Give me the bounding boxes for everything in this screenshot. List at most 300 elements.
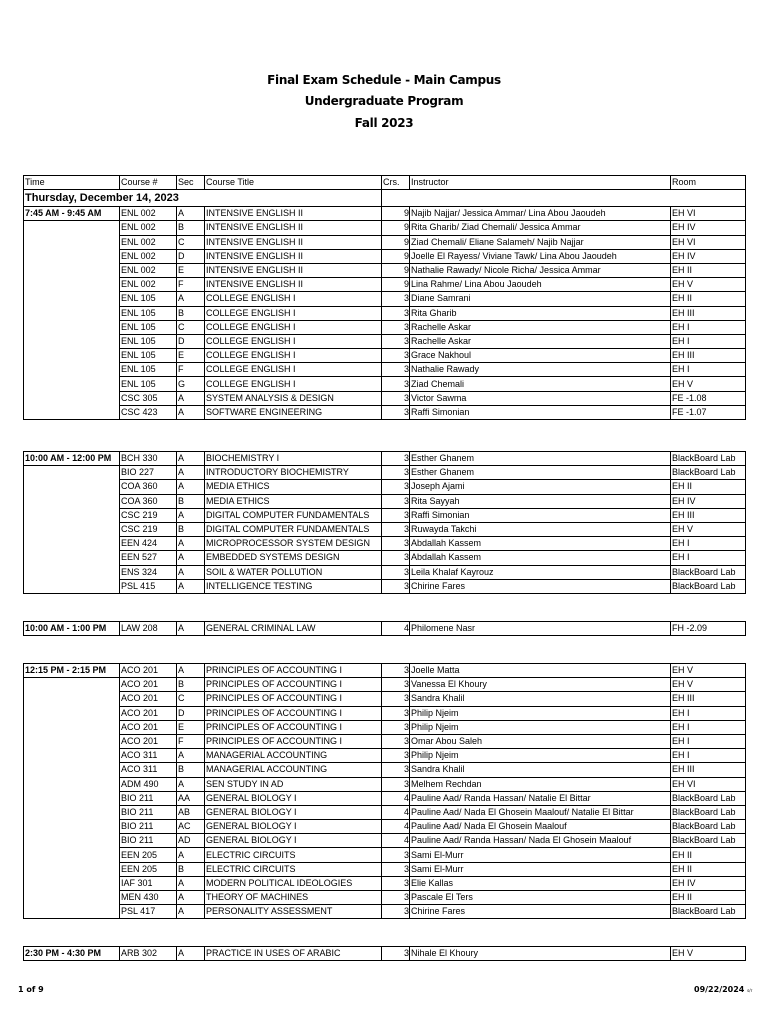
time-slot-continued	[24, 278, 120, 292]
table-row	[24, 848, 746, 862]
room: EH II	[671, 891, 746, 905]
credits: 3	[382, 292, 410, 306]
section: C	[177, 692, 205, 706]
section: E	[177, 349, 205, 363]
course-title: MODERN POLITICAL IDEOLOGIES	[205, 876, 382, 890]
time-slot-continued	[24, 834, 120, 848]
schedule-table	[23, 663, 746, 919]
instructor: Chirine Fares	[410, 905, 671, 919]
instructor: Rita Sayyah	[410, 494, 671, 508]
table-row	[24, 947, 746, 961]
time-slot-continued	[24, 349, 120, 363]
table-row	[24, 221, 746, 235]
course-title: BIOCHEMISTRY I	[205, 452, 382, 466]
section: A	[177, 622, 205, 636]
instructor: Sandra Khalil	[410, 692, 671, 706]
room: EH VI	[671, 235, 746, 249]
credits: 3	[382, 480, 410, 494]
course-number: MEN 430	[120, 891, 177, 905]
section: B	[177, 522, 205, 536]
room: FH -2.09	[671, 622, 746, 636]
section: A	[177, 405, 205, 419]
course-title: GENERAL CRIMINAL LAW	[205, 622, 382, 636]
course-title: COLLEGE ENGLISH I	[205, 320, 382, 334]
credits: 3	[382, 306, 410, 320]
room: EH I	[671, 749, 746, 763]
credits: 3	[382, 565, 410, 579]
room: BlackBoard Lab	[671, 834, 746, 848]
course-number: COA 360	[120, 480, 177, 494]
credits: 3	[382, 862, 410, 876]
instructor: Pauline Aad/ Randa Hassan/ Nada El Ghosein Maalouf	[410, 834, 671, 848]
room: EH III	[671, 306, 746, 320]
instructor: Philip Njeim	[410, 720, 671, 734]
table-row	[24, 452, 746, 466]
section: A	[177, 537, 205, 551]
table-row	[24, 622, 746, 636]
time-slot: 12:15 PM - 2:15 PM	[24, 664, 120, 678]
print-date: 09/22/2024 s/r	[694, 985, 753, 994]
section: D	[177, 334, 205, 348]
instructor: Ziad Chemali/ Eliane Salameh/ Najib Najjar	[410, 235, 671, 249]
credits: 3	[382, 349, 410, 363]
time-slot-continued	[24, 720, 120, 734]
credits: 3	[382, 706, 410, 720]
course-number: CSC 219	[120, 522, 177, 536]
course-title: MEDIA ETHICS	[205, 480, 382, 494]
course-number: ENL 002	[120, 235, 177, 249]
table-row	[24, 749, 746, 763]
time-slot-continued	[24, 508, 120, 522]
report-term: Fall 2023	[354, 116, 414, 130]
section: F	[177, 363, 205, 377]
room: EH IV	[671, 221, 746, 235]
room: EH IV	[671, 494, 746, 508]
course-title: INTENSIVE ENGLISH II	[205, 249, 382, 263]
exam-date: Thursday, December 14, 2023	[24, 190, 382, 207]
section: AB	[177, 805, 205, 819]
time-slot-continued	[24, 551, 120, 565]
course-title: ELECTRIC CIRCUITS	[205, 862, 382, 876]
course-title: ELECTRIC CIRCUITS	[205, 848, 382, 862]
course-number: ENL 105	[120, 334, 177, 348]
section: A	[177, 876, 205, 890]
table-row	[24, 579, 746, 593]
course-number: ENL 002	[120, 207, 177, 221]
course-title: PRINCIPLES OF ACCOUNTING I	[205, 692, 382, 706]
table-row	[24, 508, 746, 522]
table-row	[24, 405, 746, 419]
instructor: Rita Gharib/ Ziad Chemali/ Jessica Ammar	[410, 221, 671, 235]
course-number: ACO 201	[120, 734, 177, 748]
time-slot-continued	[24, 848, 120, 862]
time-slot-continued	[24, 249, 120, 263]
table-row	[24, 664, 746, 678]
empty-cell	[382, 190, 746, 207]
course-title: INTENSIVE ENGLISH II	[205, 235, 382, 249]
section: C	[177, 320, 205, 334]
room: EH IV	[671, 876, 746, 890]
course-title: INTENSIVE ENGLISH II	[205, 263, 382, 277]
room: EH I	[671, 720, 746, 734]
instructor: Najib Najjar/ Jessica Ammar/ Lina Abou Jaoudeh	[410, 207, 671, 221]
room: EH III	[671, 508, 746, 522]
time-slot: 7:45 AM - 9:45 AM	[24, 207, 120, 221]
time-slot-continued	[24, 565, 120, 579]
time-slot: 2:30 PM - 4:30 PM	[24, 947, 120, 961]
course-number: ADM 490	[120, 777, 177, 791]
course-number: ENL 002	[120, 249, 177, 263]
credits: 3	[382, 678, 410, 692]
course-title: PRINCIPLES OF ACCOUNTING I	[205, 664, 382, 678]
course-number: EEN 205	[120, 862, 177, 876]
course-number: BCH 330	[120, 452, 177, 466]
time-slot: 10:00 AM - 12:00 PM	[24, 452, 120, 466]
table-row	[24, 522, 746, 536]
credits: 3	[382, 579, 410, 593]
table-row	[24, 763, 746, 777]
time-slot-continued	[24, 692, 120, 706]
report-subtitle: Undergraduate Program	[304, 94, 464, 108]
room: EH III	[671, 763, 746, 777]
column-header: Instructor	[410, 176, 671, 190]
table-row	[24, 363, 746, 377]
course-title: GENERAL BIOLOGY I	[205, 834, 382, 848]
section: A	[177, 480, 205, 494]
table-row	[24, 537, 746, 551]
credits: 3	[382, 947, 410, 961]
section: C	[177, 235, 205, 249]
course-title: COLLEGE ENGLISH I	[205, 377, 382, 391]
time-slot-continued	[24, 391, 120, 405]
section: AC	[177, 820, 205, 834]
instructor: Philip Njeim	[410, 749, 671, 763]
course-number: CSC 423	[120, 405, 177, 419]
table-row	[24, 734, 746, 748]
table-row	[24, 306, 746, 320]
room: EH I	[671, 363, 746, 377]
room: EH V	[671, 664, 746, 678]
credits: 9	[382, 249, 410, 263]
credits: 3	[382, 377, 410, 391]
instructor: Philip Njeim	[410, 706, 671, 720]
instructor: Rachelle Askar	[410, 320, 671, 334]
room: EH II	[671, 480, 746, 494]
course-number: ENL 002	[120, 263, 177, 277]
credits: 3	[382, 334, 410, 348]
room: EH I	[671, 551, 746, 565]
time-slot-continued	[24, 480, 120, 494]
time-slot-continued	[24, 763, 120, 777]
section: B	[177, 306, 205, 320]
time-slot-continued	[24, 777, 120, 791]
room: BlackBoard Lab	[671, 565, 746, 579]
time-slot-continued	[24, 891, 120, 905]
course-title: INTENSIVE ENGLISH II	[205, 278, 382, 292]
time-slot-continued	[24, 221, 120, 235]
credits: 3	[382, 391, 410, 405]
time-slot-continued	[24, 734, 120, 748]
table-row	[24, 349, 746, 363]
section: G	[177, 377, 205, 391]
column-header: Course #	[120, 176, 177, 190]
course-number: ENL 105	[120, 377, 177, 391]
instructor: Ruwayda Takchi	[410, 522, 671, 536]
time-slot-continued	[24, 537, 120, 551]
table-row	[24, 320, 746, 334]
column-header: Course Title	[205, 176, 382, 190]
course-number: LAW 208	[120, 622, 177, 636]
table-row	[24, 391, 746, 405]
report-title: Final Exam Schedule - Main Campus	[267, 73, 501, 87]
room: FE -1.08	[671, 391, 746, 405]
table-row	[24, 235, 746, 249]
schedule-table	[23, 451, 746, 594]
credits: 3	[382, 405, 410, 419]
time-slot-continued	[24, 706, 120, 720]
credits: 3	[382, 466, 410, 480]
instructor: Grace Nakhoul	[410, 349, 671, 363]
schedule-table	[23, 621, 746, 636]
table-row	[24, 480, 746, 494]
room: EH I	[671, 734, 746, 748]
course-title: DIGITAL COMPUTER FUNDAMENTALS	[205, 522, 382, 536]
credits: 3	[382, 848, 410, 862]
date-row	[24, 190, 746, 207]
course-number: EEN 527	[120, 551, 177, 565]
course-number: ENL 105	[120, 292, 177, 306]
course-number: IAF 301	[120, 876, 177, 890]
course-number: ACO 201	[120, 664, 177, 678]
section: B	[177, 678, 205, 692]
instructor: Raffi Simonian	[410, 508, 671, 522]
section: AD	[177, 834, 205, 848]
course-number: ACO 201	[120, 706, 177, 720]
course-title: PRINCIPLES OF ACCOUNTING I	[205, 678, 382, 692]
instructor: Joelle El Rayess/ Viviane Tawk/ Lina Abou Jaoudeh	[410, 249, 671, 263]
credits: 3	[382, 734, 410, 748]
course-title: MEDIA ETHICS	[205, 494, 382, 508]
column-header: Sec	[177, 176, 205, 190]
course-title: MANAGERIAL ACCOUNTING	[205, 763, 382, 777]
table-row	[24, 278, 746, 292]
time-slot-continued	[24, 263, 120, 277]
credits: 4	[382, 834, 410, 848]
section: A	[177, 579, 205, 593]
section: A	[177, 207, 205, 221]
time-slot-continued	[24, 363, 120, 377]
credits: 9	[382, 263, 410, 277]
instructor: Diane Samrani	[410, 292, 671, 306]
section: A	[177, 664, 205, 678]
course-number: BIO 211	[120, 834, 177, 848]
course-number: ENL 002	[120, 221, 177, 235]
credits: 3	[382, 876, 410, 890]
section: D	[177, 249, 205, 263]
table-row	[24, 565, 746, 579]
course-title: INTENSIVE ENGLISH II	[205, 221, 382, 235]
section: F	[177, 734, 205, 748]
table-row	[24, 292, 746, 306]
credits: 3	[382, 692, 410, 706]
credits: 4	[382, 791, 410, 805]
credits: 4	[382, 820, 410, 834]
room: BlackBoard Lab	[671, 579, 746, 593]
section: A	[177, 292, 205, 306]
table-row	[24, 377, 746, 391]
instructor: Esther Ghanem	[410, 452, 671, 466]
credits: 3	[382, 363, 410, 377]
instructor: Omar Abou Saleh	[410, 734, 671, 748]
course-title: GENERAL BIOLOGY I	[205, 791, 382, 805]
course-title: SEN STUDY IN AD	[205, 777, 382, 791]
instructor: Joelle Matta	[410, 664, 671, 678]
room: BlackBoard Lab	[671, 820, 746, 834]
time-slot-continued	[24, 334, 120, 348]
room: EH V	[671, 377, 746, 391]
table-row	[24, 905, 746, 919]
section: E	[177, 263, 205, 277]
time-slot-continued	[24, 466, 120, 480]
course-title: COLLEGE ENGLISH I	[205, 349, 382, 363]
table-row	[24, 791, 746, 805]
course-number: CSC 305	[120, 391, 177, 405]
section: B	[177, 221, 205, 235]
course-number: ENL 105	[120, 349, 177, 363]
room: EH I	[671, 537, 746, 551]
room: FE -1.07	[671, 405, 746, 419]
course-number: ARB 302	[120, 947, 177, 961]
course-number: ACO 201	[120, 692, 177, 706]
time-slot-continued	[24, 876, 120, 890]
course-title: EMBEDDED SYSTEMS DESIGN	[205, 551, 382, 565]
credits: 9	[382, 278, 410, 292]
table-row	[24, 334, 746, 348]
course-title: MANAGERIAL ACCOUNTING	[205, 749, 382, 763]
course-number: ACO 201	[120, 678, 177, 692]
section: B	[177, 494, 205, 508]
course-title: SOFTWARE ENGINEERING	[205, 405, 382, 419]
time-slot-continued	[24, 805, 120, 819]
room: EH V	[671, 947, 746, 961]
instructor: Joseph Ajami	[410, 480, 671, 494]
room: BlackBoard Lab	[671, 466, 746, 480]
course-title: COLLEGE ENGLISH I	[205, 363, 382, 377]
room: BlackBoard Lab	[671, 791, 746, 805]
room: EH I	[671, 706, 746, 720]
course-number: COA 360	[120, 494, 177, 508]
credits: 3	[382, 905, 410, 919]
instructor: Pauline Aad/ Nada El Ghosein Maalouf	[410, 820, 671, 834]
section: A	[177, 777, 205, 791]
credits: 3	[382, 749, 410, 763]
credits: 3	[382, 452, 410, 466]
instructor: Victor Sawma	[410, 391, 671, 405]
credits: 3	[382, 508, 410, 522]
credits: 3	[382, 720, 410, 734]
course-number: BIO 211	[120, 820, 177, 834]
course-title: GENERAL BIOLOGY I	[205, 820, 382, 834]
table-row	[24, 207, 746, 221]
course-number: ENL 105	[120, 320, 177, 334]
course-title: SYSTEM ANALYSIS & DESIGN	[205, 391, 382, 405]
section: A	[177, 391, 205, 405]
table-row	[24, 678, 746, 692]
course-title: PRINCIPLES OF ACCOUNTING I	[205, 706, 382, 720]
room: BlackBoard Lab	[671, 905, 746, 919]
course-title: INTELLIGENCE TESTING	[205, 579, 382, 593]
credits: 3	[382, 891, 410, 905]
section: F	[177, 278, 205, 292]
table-row	[24, 706, 746, 720]
course-number: ENL 105	[120, 363, 177, 377]
room: EH II	[671, 862, 746, 876]
instructor: Pauline Aad/ Nada El Ghosein Maalouf/ Natalie El Bittar	[410, 805, 671, 819]
room: EH II	[671, 263, 746, 277]
credits: 9	[382, 235, 410, 249]
course-number: ENS 324	[120, 565, 177, 579]
course-title: INTENSIVE ENGLISH II	[205, 207, 382, 221]
credits: 3	[382, 763, 410, 777]
time-slot-continued	[24, 377, 120, 391]
section: A	[177, 905, 205, 919]
course-title: PRINCIPLES OF ACCOUNTING I	[205, 734, 382, 748]
time-slot-continued	[24, 235, 120, 249]
course-title: SOIL & WATER POLLUTION	[205, 565, 382, 579]
course-title: DIGITAL COMPUTER FUNDAMENTALS	[205, 508, 382, 522]
instructor: Lina Rahme/ Lina Abou Jaoudeh	[410, 278, 671, 292]
section: A	[177, 565, 205, 579]
course-title: COLLEGE ENGLISH I	[205, 306, 382, 320]
course-number: BIO 227	[120, 466, 177, 480]
room: EH V	[671, 278, 746, 292]
instructor: Sami El-Murr	[410, 848, 671, 862]
header-row	[24, 176, 746, 190]
section: E	[177, 720, 205, 734]
table-row	[24, 834, 746, 848]
table-row	[24, 876, 746, 890]
table-row	[24, 777, 746, 791]
time-slot-continued	[24, 579, 120, 593]
section: A	[177, 466, 205, 480]
course-number: ACO 311	[120, 749, 177, 763]
time-slot-continued	[24, 791, 120, 805]
instructor: Abdallah Kassem	[410, 537, 671, 551]
section: A	[177, 749, 205, 763]
room: EH I	[671, 320, 746, 334]
section: AA	[177, 791, 205, 805]
credits: 9	[382, 207, 410, 221]
table-row	[24, 862, 746, 876]
course-number: PSL 415	[120, 579, 177, 593]
credits: 3	[382, 320, 410, 334]
instructor: Nihale El Khoury	[410, 947, 671, 961]
instructor: Pauline Aad/ Randa Hassan/ Natalie El Bittar	[410, 791, 671, 805]
credits: 4	[382, 622, 410, 636]
room: EH I	[671, 334, 746, 348]
credits: 3	[382, 777, 410, 791]
instructor: Rachelle Askar	[410, 334, 671, 348]
section: B	[177, 862, 205, 876]
instructor: Nathalie Rawady/ Nicole Richa/ Jessica Ammar	[410, 263, 671, 277]
course-number: ACO 201	[120, 720, 177, 734]
instructor: Nathalie Rawady	[410, 363, 671, 377]
section: A	[177, 848, 205, 862]
table-row	[24, 891, 746, 905]
schedule-table	[23, 175, 746, 420]
table-row	[24, 692, 746, 706]
instructor: Vanessa El Khoury	[410, 678, 671, 692]
